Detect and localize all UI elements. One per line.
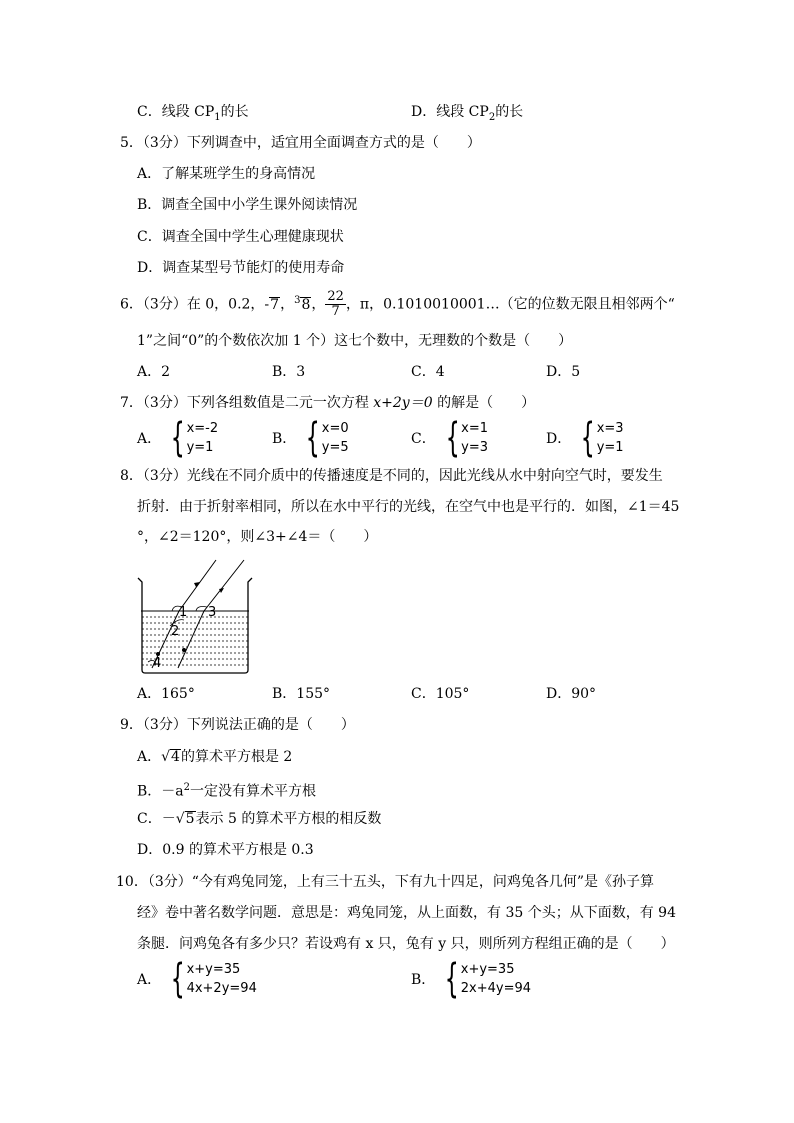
q5-option-c: C．调查全国中学生心理健康现状 xyxy=(137,229,344,245)
angle-label-1: 1 xyxy=(179,605,188,620)
cbrt-8: 8 xyxy=(301,296,311,313)
arrow-right xyxy=(219,588,224,593)
q9-option-c: C．－√5表示 5 的算术平方根的相反数 xyxy=(137,811,382,827)
q7-option-c: C． { x=1 y=3 xyxy=(411,415,489,461)
q8-option-a: A．165° xyxy=(137,686,195,702)
q7-option-b: B． { x=0 y=5 xyxy=(272,415,349,461)
q10-option-b: B． { x+y=35 2x+4y=94 xyxy=(411,956,532,1002)
q9-option-b: B．$-a^2$一定没有算术平方根 xyxy=(137,782,317,800)
q7-option-a: A． { x=-2 y=1 xyxy=(137,415,219,461)
q9-stem: 9．（3分）下列说法正确的是（ ） xyxy=(120,717,355,733)
q8-stem-line2: 折射．由于折射率相同，所以在水中平行的光线，在空气中也是平行的．如图，∠1＝45 xyxy=(137,499,680,515)
q8-option-d: D．90° xyxy=(546,686,597,702)
q6-option-b: B．3 xyxy=(272,364,306,380)
q10-stem-line2: 经》卷中著名数学问题．意思是：鸡兔同笼，从上面数，有 35 个头；从下面数，有 94 xyxy=(137,905,676,921)
q8-option-c: C．105° xyxy=(411,686,470,702)
q9-option-d: D．0.9 的算术平方根是 0.3 xyxy=(137,842,314,858)
refraction-beaker-figure xyxy=(136,558,256,676)
q8-option-b: B．155° xyxy=(272,686,331,702)
q5-option-d: D．调查某型号节能灯的使用寿命 xyxy=(137,260,345,276)
q7-option-d: D． { x=3 y=1 xyxy=(546,415,624,461)
q10-option-a: A． { x+y=35 4x+2y=94 xyxy=(137,956,257,1002)
q10-stem-line1: 10．（3分）“今有鸡兔同笼，上有三十五头，下有九十四足，问鸡兔各几何”是《孙子算 xyxy=(116,874,655,890)
q4-option-c: C．线段 $CP_1$的长 xyxy=(137,104,249,123)
q7-stem: 7．（3分）下列各组数值是二元一次方程 x+2y＝0 的解是（ ） xyxy=(120,395,536,411)
q5-option-a: A．了解某班学生的身高情况 xyxy=(137,166,316,182)
q6-option-d: D．5 xyxy=(546,364,581,380)
q5-option-b: B．调查全国中小学生课外阅读情况 xyxy=(137,197,358,213)
q8-stem-line3: °，∠2＝120°，则∠3+∠4＝（ ） xyxy=(137,529,378,545)
sqrt-7: 7 xyxy=(270,296,280,313)
angle-label-4: 4 xyxy=(153,656,162,671)
q10-stem-line3: 条腿．问鸡兔各有多少只？若设鸡有 x 只，兔有 y 只，则所列方程组正确的是（ ） xyxy=(137,936,675,952)
fraction-22-7: $\frac{22}{7}$ xyxy=(327,289,344,319)
angle-label-3: 3 xyxy=(208,605,217,620)
q6-stem-line2: 1”之间“0”的个数依次加 1 个）这七个数中，无理数的个数是（ ） xyxy=(137,333,573,349)
angle-label-2: 2 xyxy=(171,624,180,639)
q6-option-c: C．4 xyxy=(411,364,445,380)
q4-option-d: D．线段 $CP_2$的长 xyxy=(411,104,524,123)
q6-option-a: A．2 xyxy=(137,364,171,380)
q8-stem-line1: 8．（3分）光线在不同介质中的传播速度是不同的，因此光线从水中射向空气时，要发生 xyxy=(120,468,663,484)
q9-option-a: A．√4的算术平方根是 2 xyxy=(137,749,293,765)
q5-stem: 5．（3分）下列调查中，适宜用全面调查方式的是（ ） xyxy=(120,135,481,151)
q6-stem: 6．（3分）在 0，0.2，-7，$^3$8， $\frac{22}{7}$ ，π，0.1010010001…（它的位数无限且相邻两个“ xyxy=(120,289,675,319)
